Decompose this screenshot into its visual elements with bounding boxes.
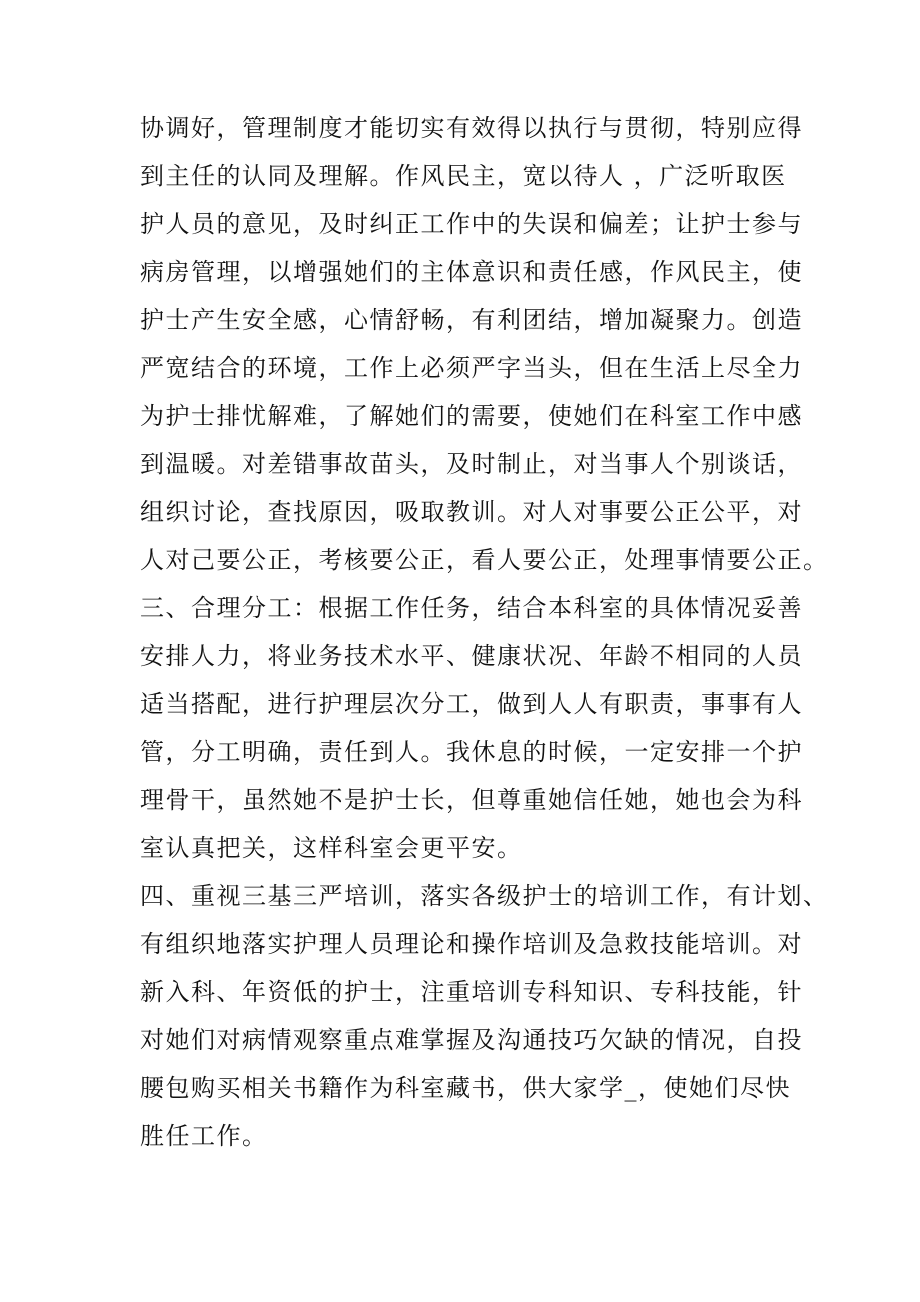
text-line: 到主任的认同及理解。作风民主，宽以待人 ，广泛听取医 <box>140 162 787 190</box>
text-line: 理骨干，虽然她不是护士长，但尊重她信任她，她也会为科 <box>140 786 803 814</box>
section-heading-three-line: 三、合理分工：根据工作任务，结合本科室的具体情况妥善 <box>140 594 803 622</box>
text-line: 室认真把关，这样科室会更平安。 <box>140 834 523 862</box>
text-line: 新入科、年资低的护士，注重培训专科知识、专科技能，针 <box>140 978 803 1006</box>
text-line: 对她们对病情观察重点难掌握及沟通技巧欠缺的情况，自投 <box>140 1026 803 1054</box>
text-line: 协调好，管理制度才能切实有效得以执行与贯彻，特别应得 <box>140 114 803 142</box>
text-line: 严宽结合的环境，工作上必须严字当头，但在生活上尽全力 <box>140 354 803 382</box>
text-line: 人对己要公正，考核要公正，看人要公正，处理事情要公正。 <box>140 546 829 574</box>
text-line: 安排人力，将业务技术水平、健康状况、年龄不相同的人员 <box>140 642 803 670</box>
text-line: 腰包购买相关书籍作为科室藏书，供大家学_，使她们尽快 <box>140 1074 791 1102</box>
text-line: 有组织地落实护理人员理论和操作培训及急救技能培训。对 <box>140 930 803 958</box>
text-line: 护士产生安全感，心情舒畅，有利团结，增加凝聚力。创造 <box>140 306 803 334</box>
text-line: 病房管理，以增强她们的主体意识和责任感，作风民主，使 <box>140 258 803 286</box>
text-line: 组织讨论，查找原因，吸取教训。对人对事要公正公平，对 <box>140 498 803 526</box>
text-line: 管，分工明确，责任到人。我休息的时候，一定安排一个护 <box>140 738 803 766</box>
text-line: 为护士排忧解难，了解她们的需要，使她们在科室工作中感 <box>140 402 803 430</box>
text-line: 适当搭配，进行护理层次分工，做到人人有职责，事事有人 <box>140 690 803 718</box>
text-line: 护人员的意见，及时纠正工作中的失误和偏差；让护士参与 <box>140 210 803 238</box>
document-body <box>140 104 829 1160</box>
text-line: 胜任工作。 <box>140 1122 268 1150</box>
section-heading-four-line: 四、重视三基三严培训，落实各级护士的培训工作，有计划、 <box>140 882 829 910</box>
text-line: 到温暖。对差错事故苗头，及时制止，对当事人个别谈话， <box>140 450 803 478</box>
